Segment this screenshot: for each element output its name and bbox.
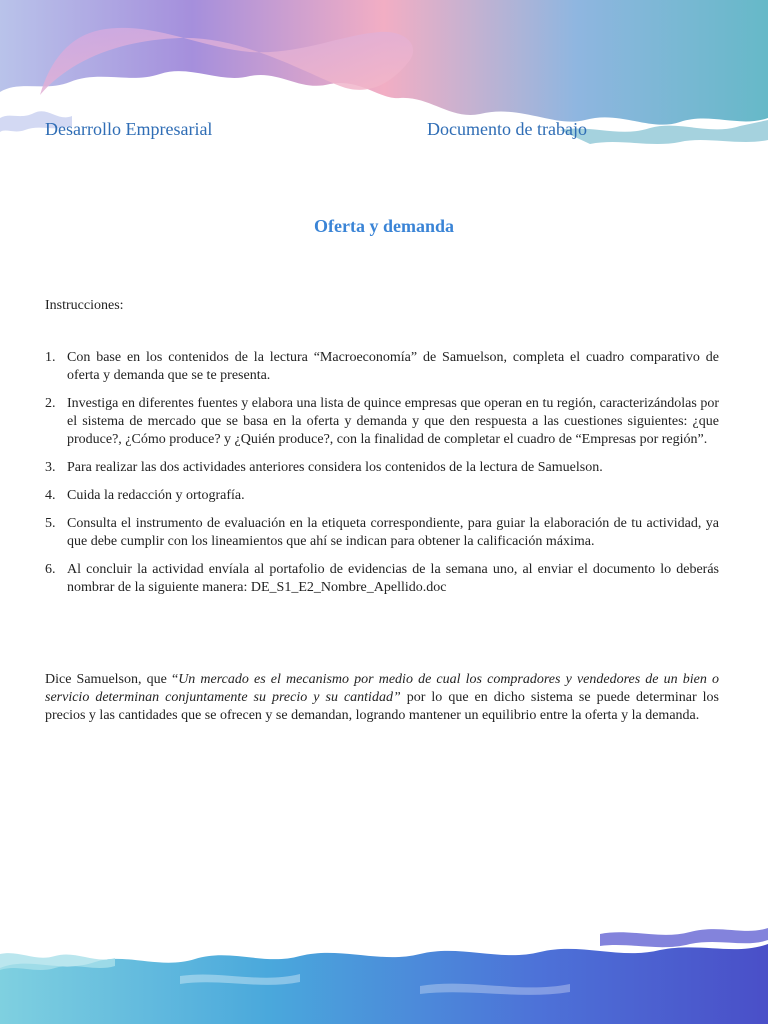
- list-item: [45, 395, 719, 449]
- samuelson-quote: Un mercado es el mecanismo por medio de cual los compradores y vendedores de un bien o servicio determinan conjuntamente su precio y su cantidad”: [45, 672, 720, 705]
- list-item-text: Consulta el instrumento de evaluación en la etiqueta correspondiente, para guiar la elaboración de tu actividad, ya que debe cumplir con los lineamientos que ahí se indican para obtener la calificación máxima.: [67, 516, 719, 549]
- list-item-text: Cuida la redacción y ortografía.: [67, 488, 245, 503]
- instruction-list: [45, 349, 719, 607]
- list-item-text: Para realizar las dos actividades anteriores considera los contenidos de la lectura de Samuelson.: [67, 460, 603, 475]
- list-item-number: 3.: [45, 460, 56, 475]
- paragraph-rest: por lo que en dicho sistema se puede determinar los precios y las cantidades que se ofrecen y se demandan, logrando mantener un equilibrio entre la oferta y la demanda.: [45, 690, 720, 723]
- list-item: [45, 349, 719, 385]
- bottom-brush-banner: [0, 904, 768, 1024]
- list-item-text: Con base en los contenidos de la lectura “Macroeconomía” de Samuelson, completa el cuadro comparativo de oferta y demanda que se te presenta.: [67, 350, 719, 383]
- list-item-number: 2.: [45, 396, 56, 411]
- paragraph-intro: Dice Samuelson, que “: [45, 672, 179, 687]
- list-item-number: 6.: [45, 562, 56, 577]
- list-item: [45, 487, 719, 505]
- instructions-label: Instrucciones:: [45, 298, 124, 313]
- list-item: [45, 515, 719, 551]
- list-item-number: 5.: [45, 516, 56, 531]
- list-item-number: 4.: [45, 488, 56, 503]
- list-item: [45, 561, 719, 597]
- list-item-number: 1.: [45, 350, 56, 365]
- list-item: [45, 459, 719, 477]
- list-item-text: Al concluir la actividad envíala al portafolio de evidencias de la semana uno, al enviar el documento lo deberás nombrar de la siguiente manera: DE_S1_E2_Nombre_Apellido.doc: [67, 562, 719, 595]
- document-title: Oferta y demanda: [314, 216, 454, 236]
- samuelson-paragraph: [45, 671, 719, 725]
- document-type-title: Documento de trabajo: [427, 119, 587, 139]
- list-item-text: Investiga en diferentes fuentes y elabora una lista de quince empresas que operan en tu región, caracterizándolas por el sistema de mercado que se basa en la oferta y demanda y que den respuesta a las cuestiones siguientes: ¿que produce?, ¿Cómo produce? y ¿Quién produce?, con la finalidad de completar el cuadro de “Empresas por región”.: [67, 396, 719, 447]
- course-title: Desarrollo Empresarial: [45, 119, 213, 139]
